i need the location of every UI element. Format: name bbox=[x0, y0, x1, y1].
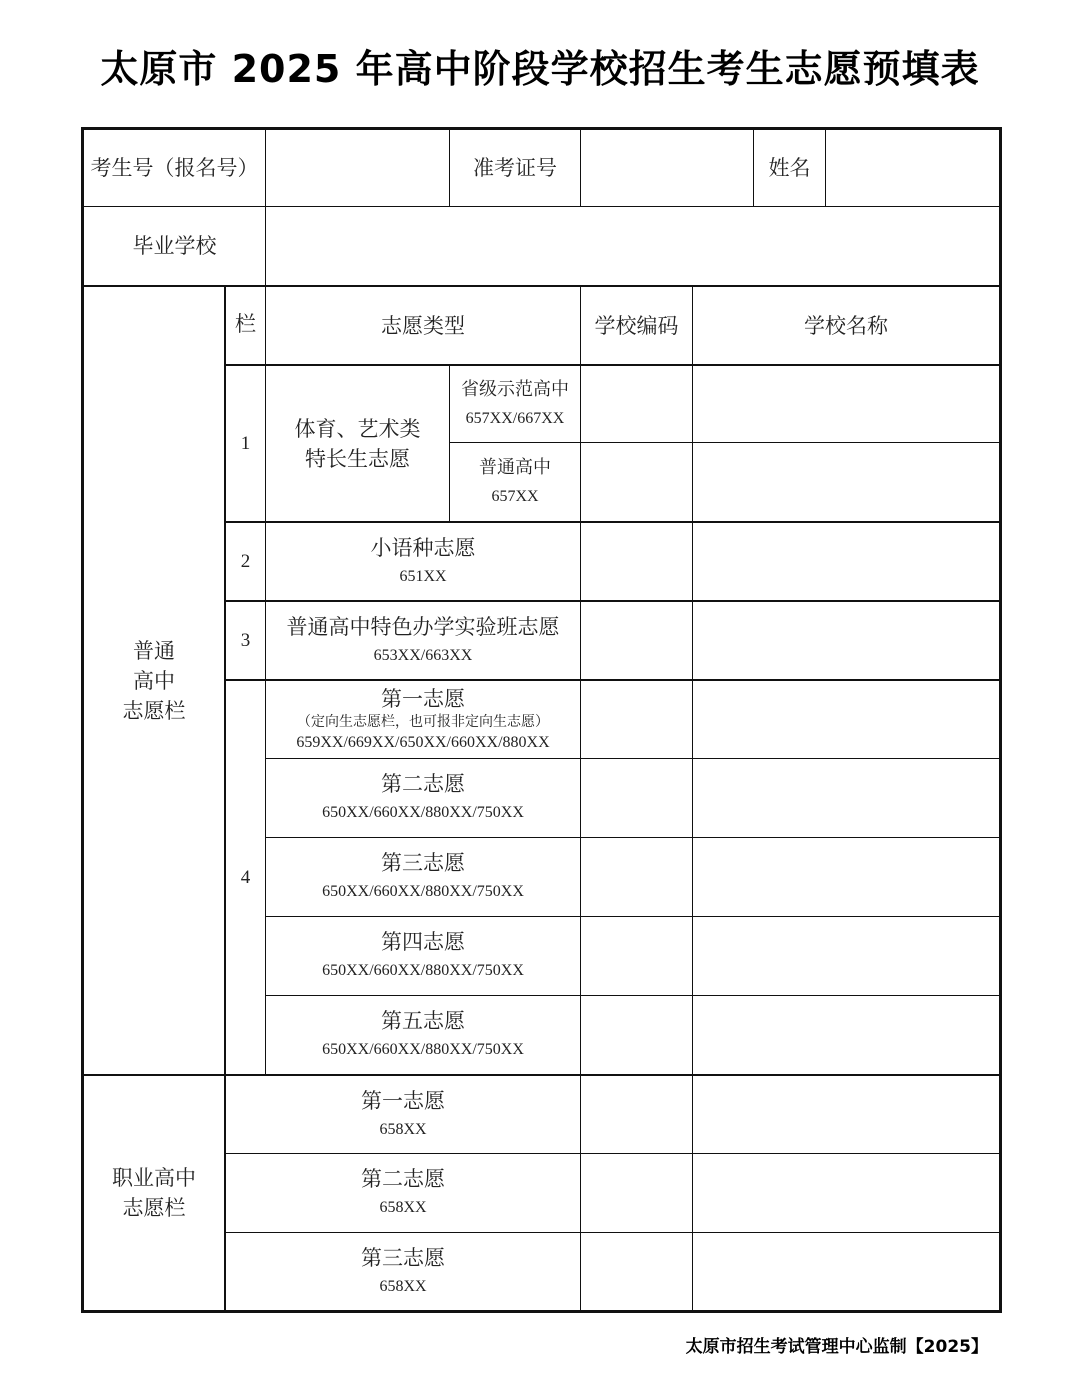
general-choice-4: 第四志愿 650XX/660XX/880XX/750XX bbox=[322, 930, 524, 979]
vocational-choice-1: 第一志愿 658XX bbox=[361, 1088, 445, 1138]
ticket-number-field[interactable] bbox=[581, 130, 753, 206]
school-name-field[interactable] bbox=[693, 523, 999, 600]
school-code-field[interactable] bbox=[581, 917, 692, 995]
vocational-choice-3: 第三志愿 658XX bbox=[361, 1245, 445, 1295]
minor-language-type: 小语种志愿 651XX bbox=[370, 535, 476, 585]
candidate-number-field[interactable] bbox=[266, 130, 449, 206]
general-choice-2: 第二志愿 650XX/660XX/880XX/750XX bbox=[322, 772, 524, 821]
school-name-field[interactable] bbox=[693, 366, 999, 442]
vocational-choice-2: 第二志愿 658XX bbox=[361, 1167, 445, 1216]
school-code-field[interactable] bbox=[581, 1154, 692, 1232]
school-name-field[interactable] bbox=[693, 996, 999, 1074]
school-name-field[interactable] bbox=[693, 443, 999, 521]
school-name-field[interactable] bbox=[693, 759, 999, 837]
row-number: 3 bbox=[240, 629, 251, 651]
graduation-school-label: 毕业学校 bbox=[132, 234, 217, 258]
school-code-field[interactable] bbox=[581, 681, 692, 758]
school-name-field[interactable] bbox=[693, 602, 999, 679]
issuer-footer: 太原市招生考试管理中心监制【2025】 bbox=[685, 1337, 988, 1357]
general-choice-5: 第五志愿 650XX/660XX/880XX/750XX bbox=[322, 1009, 524, 1058]
name-label: 姓名 bbox=[768, 156, 811, 180]
row-number: 4 bbox=[240, 866, 251, 888]
school-name-field[interactable] bbox=[693, 681, 999, 758]
school-name-field[interactable] bbox=[693, 1076, 999, 1153]
provincial-school-subtype: 省级示范高中 657XX/667XX bbox=[461, 379, 569, 427]
school-code-field[interactable] bbox=[581, 602, 692, 679]
column-header-code: 学校编码 bbox=[594, 313, 679, 338]
page-title: 太原市 2025 年高中阶段学校招生考生志愿预填表 bbox=[100, 47, 980, 91]
school-name-field[interactable] bbox=[693, 838, 999, 916]
general-choice-1: 第一志愿 （定向生志愿栏，也可报非定向生志愿） 659XX/669XX/650XX/660XX/880XX bbox=[296, 686, 550, 751]
regular-school-subtype: 普通高中 657XX bbox=[479, 457, 551, 505]
table-border-right bbox=[999, 127, 1002, 1313]
graduation-school-field[interactable] bbox=[266, 207, 999, 285]
school-code-field[interactable] bbox=[581, 443, 692, 521]
row-number: 2 bbox=[240, 550, 251, 572]
row-number: 1 bbox=[240, 432, 251, 454]
table-border-bottom bbox=[81, 1310, 1002, 1313]
school-code-field[interactable] bbox=[581, 1233, 692, 1310]
school-code-field[interactable] bbox=[581, 1076, 692, 1153]
candidate-number-label: 考生号（报名号） bbox=[90, 156, 259, 180]
school-code-field[interactable] bbox=[581, 838, 692, 916]
column-header-number: 栏 bbox=[235, 312, 256, 336]
column-header-school-name: 学校名称 bbox=[804, 313, 888, 338]
school-code-field[interactable] bbox=[581, 996, 692, 1074]
school-code-field[interactable] bbox=[581, 366, 692, 442]
ticket-number-label: 准考证号 bbox=[473, 156, 557, 180]
experimental-class-type: 普通高中特色办学实验班志愿 653XX/663XX bbox=[286, 614, 560, 664]
name-field[interactable] bbox=[826, 130, 999, 206]
school-name-field[interactable] bbox=[693, 1233, 999, 1310]
school-code-field[interactable] bbox=[581, 759, 692, 837]
general-section-label: 普通 高中 志愿栏 bbox=[122, 638, 186, 723]
school-code-field[interactable] bbox=[581, 523, 692, 600]
school-name-field[interactable] bbox=[693, 917, 999, 995]
column-header-type: 志愿类型 bbox=[381, 313, 465, 338]
school-name-field[interactable] bbox=[693, 1154, 999, 1232]
general-choice-3: 第三志愿 650XX/660XX/880XX/750XX bbox=[322, 851, 524, 900]
special-talent-type: 体育、艺术类 特长生志愿 bbox=[294, 416, 421, 471]
vocational-section-label: 职业高中 志愿栏 bbox=[112, 1166, 196, 1220]
